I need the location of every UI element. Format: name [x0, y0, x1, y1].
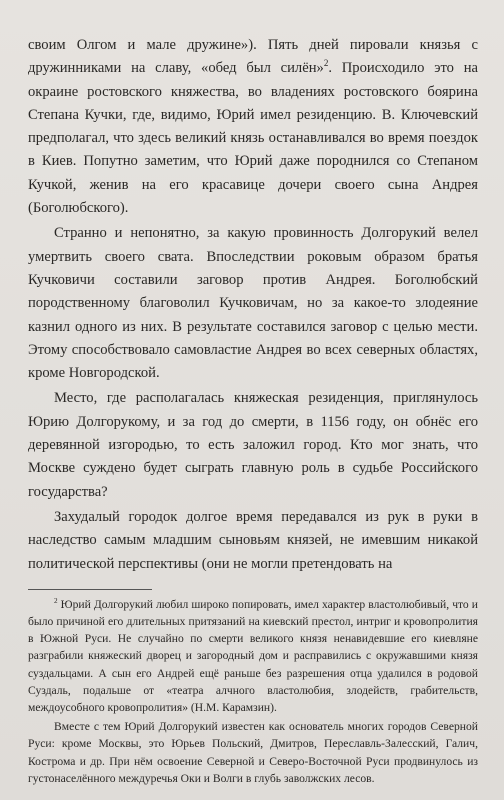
paragraph-1-end: . Происходило это на окраине ростовского княжества, во владениях ростовского боярина Степана Кучки, где, видимо, Юрий имел резиденцию. В. Ключевский предполагал, что здесь великий князь останавливался во время поездок в Киев. Попутно заметим, что Юрий даже породнился со Степаном Кучкой, женив на его красавице дочери своего сына Андрея (Боголюбского). — [28, 60, 478, 217]
paragraph-3: Место, где располагалась княжеская резиденция, приглянулось Юрию Долгорукому, и за год до смерти, в 1156 году, он обнёс его деревянной изгородью, то есть заложил город. Кто мог знать, что Москве суждено будет сыграть главную роль в судьбе Российского государства? — [28, 390, 478, 500]
paragraph-4: Захудалый городок долгое время передавался из рук в руки в наследство самым младшим сыновьям князей, не имевшим никакой политической перспективы (они не могли претендовать на — [28, 508, 478, 572]
footnote-reference: 2 — [323, 58, 329, 69]
footnote-2: Вместе с тем Юрий Долгорукий известен как основатель многих городов Северной Руси: кроме Москвы, это Юрьев Польский, Дмитров, Переславль-Залесский, Галич, Кострома и др. При нём освоение Северной и Северо-Восточной Руси продвинулось из густонаселённого междуречья Оки и Волги в глубь заволжских лесов. — [28, 720, 478, 785]
footnote-1 — [28, 596, 478, 716]
footnote-1-text: Юрий Долгорукий любил широко попировать, имел характер властолюбивый, что и было причиной его длительных притязаний на киевский престол, интриг и кровопролития в Южной Руси. Не случайно по смерти великого князя ненавидевшие его киевляне разграбили княжеский дворец и загородный дом и расправились с окружавшими князя суздальцами. А сын его Андрей ещё раньше без разрешения отца удалился в родовой Суздаль, подальше от «театра алчного властолюбия, злодейств, грабительств, междоусобного кровопролития» (Н.М. Карамзин). — [28, 597, 478, 715]
footnote-marker: 2 — [54, 596, 58, 605]
paragraph-1-start: своим Олгом и мале дружине»). Пять дней пировали князья с дружинниками на славу, «обед был силён» — [28, 37, 478, 77]
main-text — [28, 34, 478, 576]
footnotes — [28, 596, 478, 787]
paragraph-1 — [28, 34, 478, 220]
paragraph-2: Странно и непонятно, за какую провинность Долгорукий велел умертвить своего свата. Впоследствии роковым образом братья Кучковичи составили заговор против Андрея. Боголюбский породственному благоволил Кучковичам, но за какое-то злодеяние казнил одного из них. В результате составился заговор с целью мести. Этому способствовало самовластие Андрея во всех северных областях, кроме Новгородской. — [28, 225, 478, 382]
footnote-divider — [28, 589, 152, 590]
